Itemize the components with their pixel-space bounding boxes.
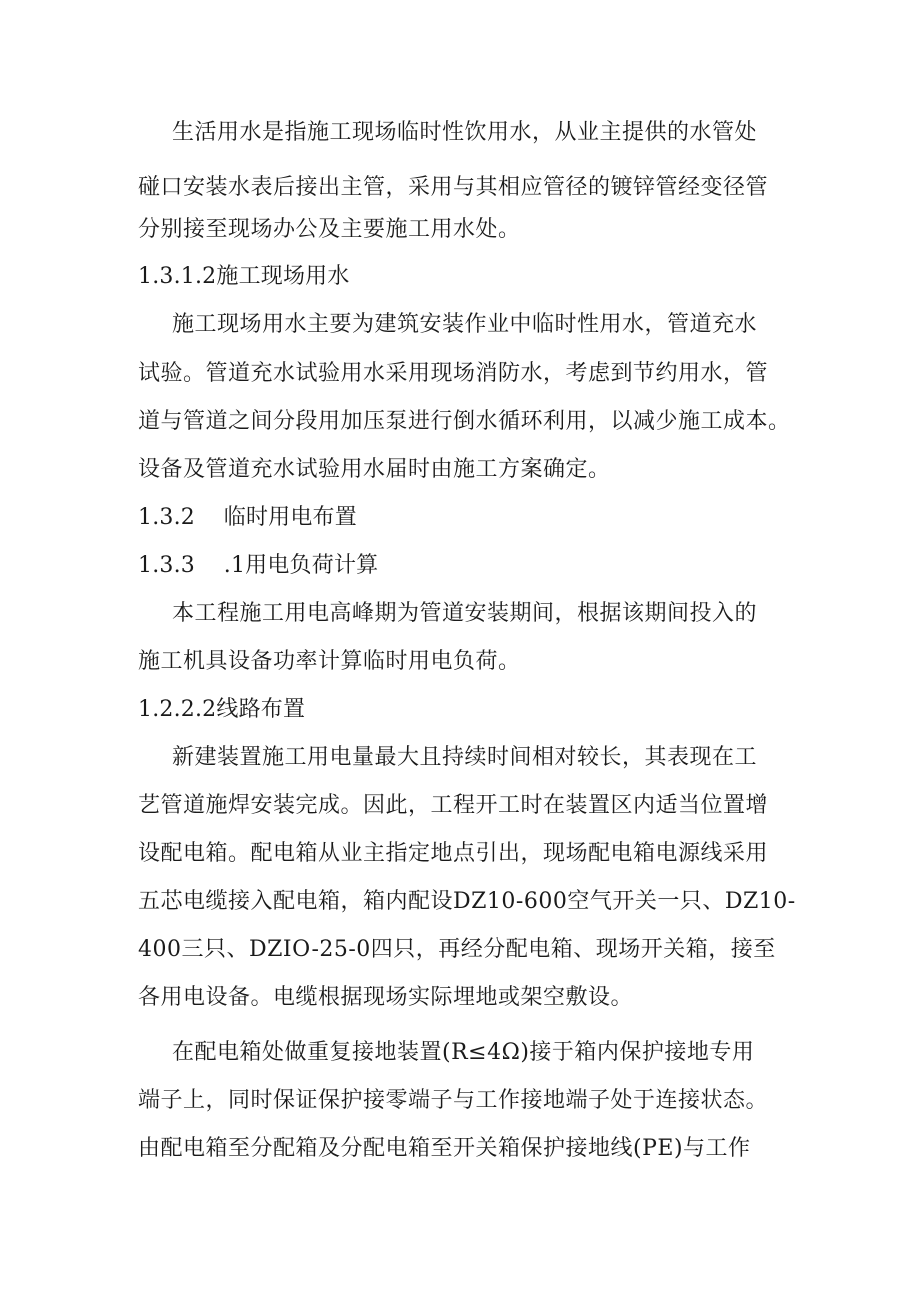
paragraph-line: 由配电箱至分配箱及分配电箱至开关箱保护接地线(PE)与工作: [138, 1136, 751, 1161]
paragraph-line: 试验。管道充水试验用水采用现场消防水，考虑到节约用水，管: [138, 361, 769, 386]
paragraph-line: 五芯电缆接入配电箱，箱内配设DZ10-600空气开关一只、DZ10-: [138, 889, 796, 914]
section-heading: 1.3.2 临时用电布置: [138, 505, 357, 530]
paragraph-line: 在配电箱处做重复接地装置(R≤4Ω)接于箱内保护接地专用: [172, 1040, 755, 1065]
paragraph-line: 400三只、DZIO-25-0四只，再经分配电箱、现场开关箱，接至: [138, 937, 776, 962]
paragraph-line: 端子上，同时保证保护接零端子与工作接地端子处于连接状态。: [138, 1088, 769, 1113]
paragraph-line: 本工程施工用电高峰期为管道安装期间，根据该期间投入的: [172, 601, 758, 626]
paragraph-line: 施工现场用水主要为建筑安装作业中临时性用水，管道充水: [172, 312, 758, 337]
paragraph-line: 道与管道之间分段用加压泵进行倒水循环利用，以减少施工成本。: [138, 409, 791, 434]
section-heading: 1.2.2.2线路布置: [138, 697, 306, 722]
paragraph-line: 分别接至现场办公及主要施工用水处。: [138, 217, 521, 242]
paragraph-line: 设备及管道充水试验用水届时由施工方案确定。: [138, 457, 611, 482]
section-heading: 1.3.1.2施工现场用水: [138, 264, 350, 289]
paragraph-line: 设配电箱。配电箱从业主指定地点引出，现场配电箱电源线采用: [138, 841, 769, 866]
section-heading: 1.3.3 .1用电负荷计算: [138, 553, 379, 578]
paragraph-line: 新建装置施工用电量最大且持续时间相对较长，其表现在工: [172, 745, 758, 770]
paragraph-line: 施工机具设备功率计算临时用电负荷。: [138, 649, 521, 674]
paragraph-line: 碰口安装水表后接出主管，采用与其相应管径的镀锌管经变径管: [138, 175, 769, 200]
paragraph-line: 各用电设备。电缆根据现场实际埋地或架空敷设。: [138, 985, 634, 1010]
paragraph-line: 生活用水是指施工现场临时性饮用水，从业主提供的水管处: [172, 120, 758, 145]
paragraph-line: 艺管道施焊安装完成。因此，工程开工时在装置区内适当位置增: [138, 793, 769, 818]
